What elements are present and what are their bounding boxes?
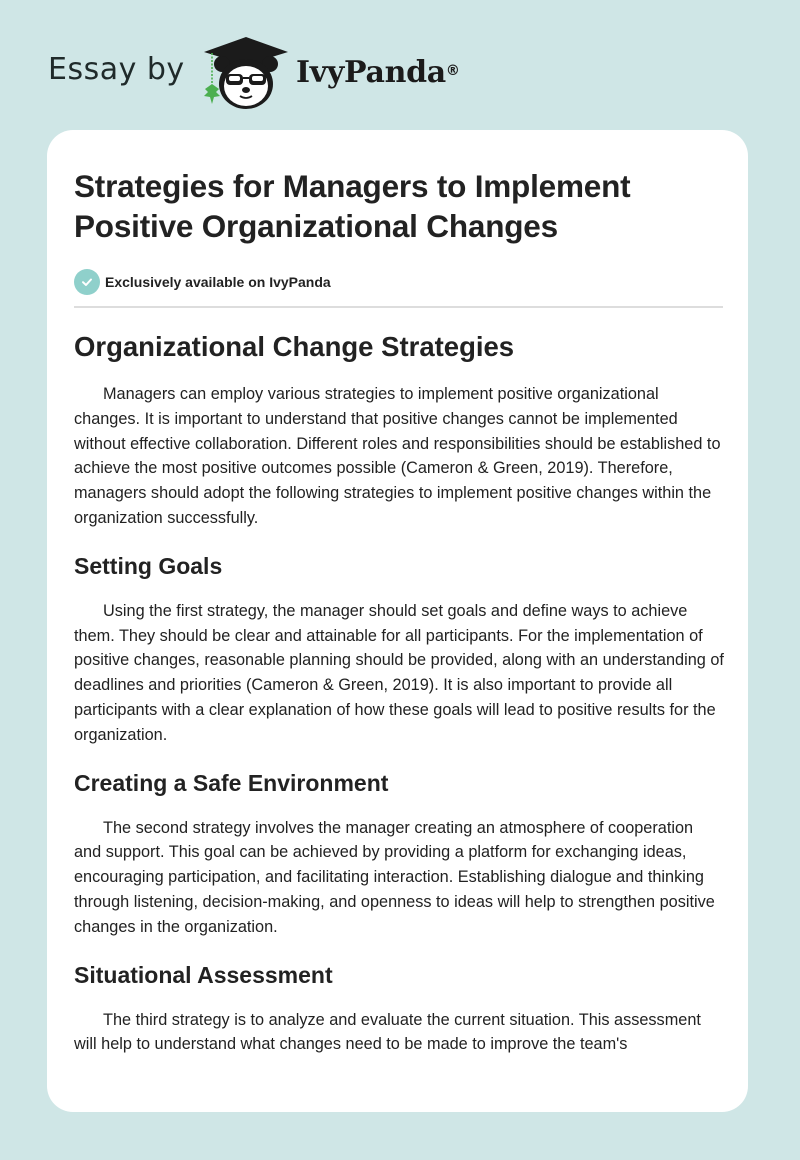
section-heading-situational-assessment: Situational Assessment bbox=[74, 961, 333, 988]
section-body-situational-assessment: The third strategy is to analyze and evaluate the current situation. This assessment will help to understand what changes need to be made to improve the team's bbox=[74, 1010, 701, 1054]
section-heading-main: Organizational Change Strategies bbox=[74, 331, 515, 362]
brand-header bbox=[0, 0, 800, 130]
exclusive-badge-text: Exclusively available on IvyPanda bbox=[105, 274, 331, 290]
essay-by-label: Essay by bbox=[48, 52, 185, 87]
essay-card bbox=[47, 130, 748, 1112]
section-heading-setting-goals: Setting Goals bbox=[74, 552, 223, 579]
exclusive-badge bbox=[74, 268, 724, 296]
section-heading-safe-environment: Creating a Safe Environment bbox=[74, 769, 389, 796]
title-divider bbox=[74, 306, 723, 308]
brand-name[interactable] bbox=[296, 53, 460, 93]
essay-title: Strategies for Managers to Implement Positive Organizational Changes bbox=[74, 168, 631, 244]
intro-paragraph: Managers can employ various strategies to implement positive organizational changes. It is important to understand that positive changes cannot be implemented without effective collaboration. Different roles and responsibilities should be established to achieve the most positive outcomes possible (Cameron & Green, 2019). Therefore, managers should adopt the following strategies to implement positive changes within the organization successfully. bbox=[74, 385, 721, 527]
section-body-safe-environment: The second strategy involves the manager creating an atmosphere of cooperation and support. This goal can be achieved by providing a platform for exchanging ideas, encouraging participation, and facilitating interaction. Establishing dialogue and thinking through listening, decision-making, and openness to ideas will help to strengthen positive changes in the organization. bbox=[74, 818, 715, 936]
brand-name-text: IvyPanda bbox=[296, 55, 446, 90]
panda-graduate-icon[interactable] bbox=[200, 34, 292, 110]
section-body-setting-goals: Using the first strategy, the manager should set goals and define ways to achieve them. They should be clear and attainable for all participants. For the implementation of positive changes, reasonable planning should be provided, along with an understanding of deadlines and priorities (Cameron & Green, 2019). It is also important to provide all participants with a clear explanation of how these goals will lead to positive results for the organization. bbox=[74, 601, 724, 744]
check-circle-icon bbox=[74, 269, 100, 295]
registered-mark: ® bbox=[445, 63, 460, 79]
essay-content bbox=[74, 166, 724, 1057]
